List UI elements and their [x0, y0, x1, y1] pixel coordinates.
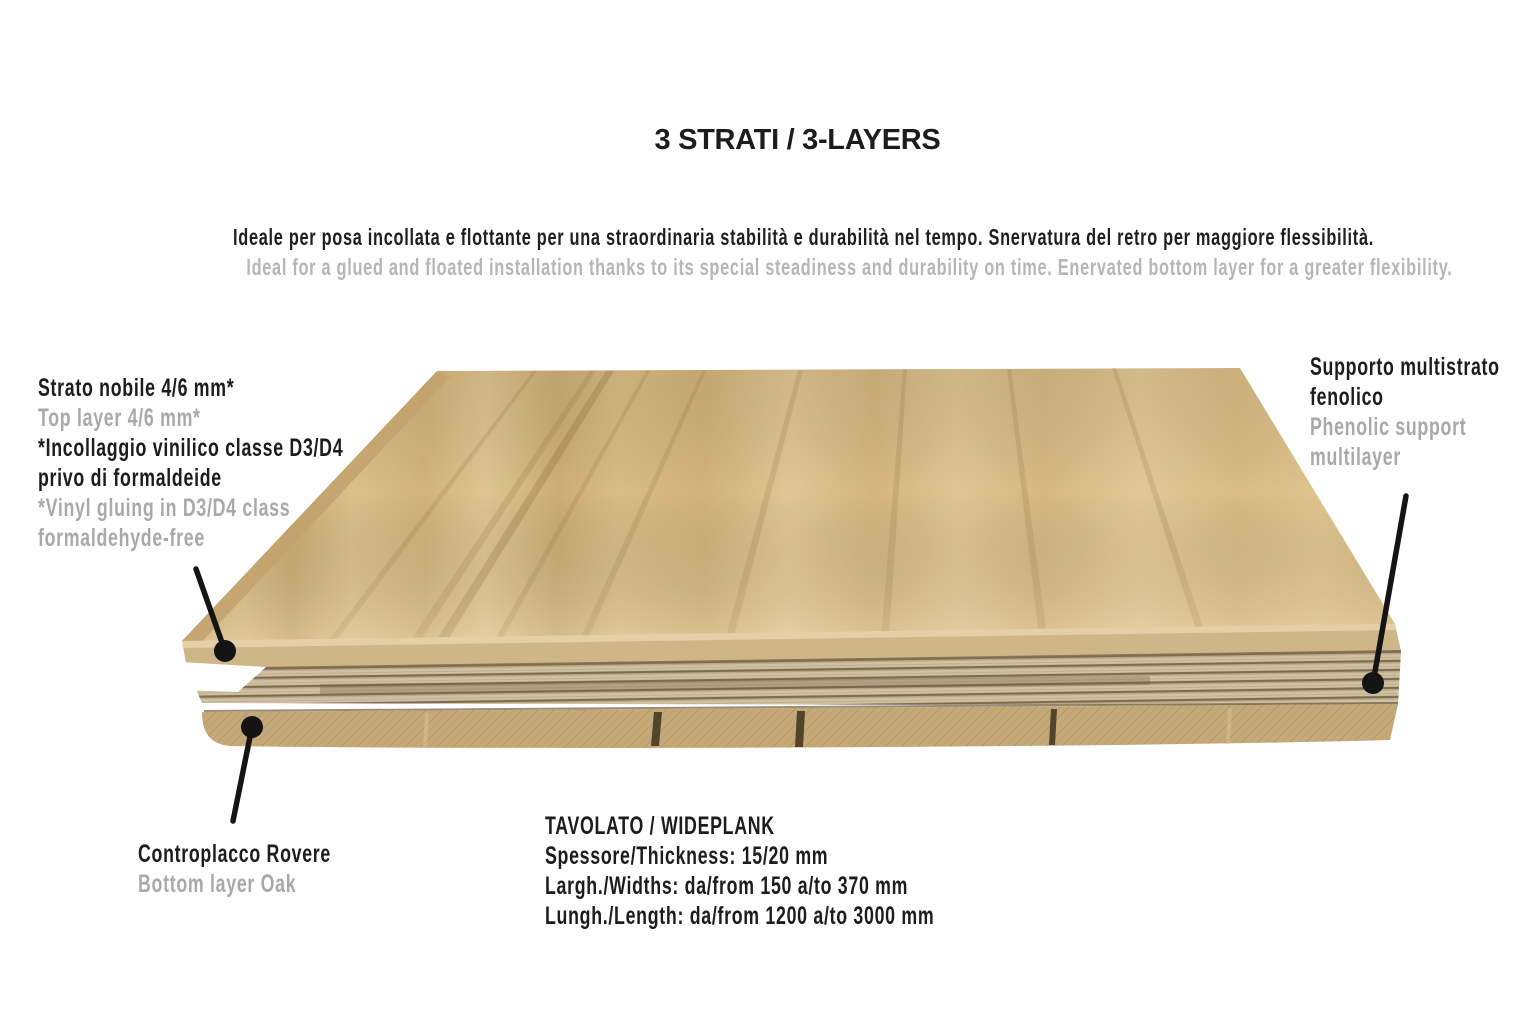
specs-title: TAVOLATO / WIDEPLANK — [545, 812, 775, 840]
marker-dot-top-layer — [214, 640, 236, 662]
label-top-layer — [38, 373, 468, 553]
marker-dot-bottom-layer — [241, 716, 263, 738]
support-it-1: Supporto multistrato — [1310, 353, 1500, 381]
top-layer-note-it-1: *Incollaggio vinilico classe D3/D4 — [38, 434, 344, 462]
top-layer-title-it: Strato nobile 4/6 mm* — [38, 374, 235, 402]
specs-widths: Largh./Widths: da/from 150 a/to 370 mm — [545, 872, 909, 900]
bottom-layer-en: Bottom layer Oak — [138, 870, 297, 898]
specs-lengths: Lungh./Length: da/from 1200 a/to 3000 mm — [545, 902, 935, 930]
intro-english-text: Ideal for a glued and floated installation thanks to its special steadiness and durability on time. Enervated bottom layer for a greater flexibility. — [246, 254, 1453, 280]
intro-italian-text: Ideale per posa incollata e flottante per una straordinaria stabilità e durabilità nel tempo. Snervatura del retro per maggiore flessibilità. — [233, 224, 1374, 250]
support-en-1: Phenolic support — [1310, 413, 1467, 441]
top-layer-note-en-1: *Vinyl gluing in D3/D4 class — [38, 494, 291, 522]
top-layer-title-en: Top layer 4/6 mm* — [38, 404, 201, 432]
marker-dot-support — [1362, 672, 1384, 694]
bottom-layer-it: Controplacco Rovere — [138, 840, 332, 868]
specs-thickness: Spessore/Thickness: 15/20 mm — [545, 842, 829, 870]
label-bottom-layer — [138, 839, 410, 899]
specs-block — [545, 811, 1093, 931]
top-layer-note-it-2: privo di formaldeide — [38, 464, 222, 492]
support-en-2: multilayer — [1310, 443, 1401, 471]
support-it-2: fenolico — [1310, 383, 1384, 411]
page-title: 3 STRATI / 3-LAYERS — [654, 124, 941, 156]
top-layer-note-en-2: formaldehyde-free — [38, 524, 205, 552]
label-support — [1310, 352, 1531, 472]
